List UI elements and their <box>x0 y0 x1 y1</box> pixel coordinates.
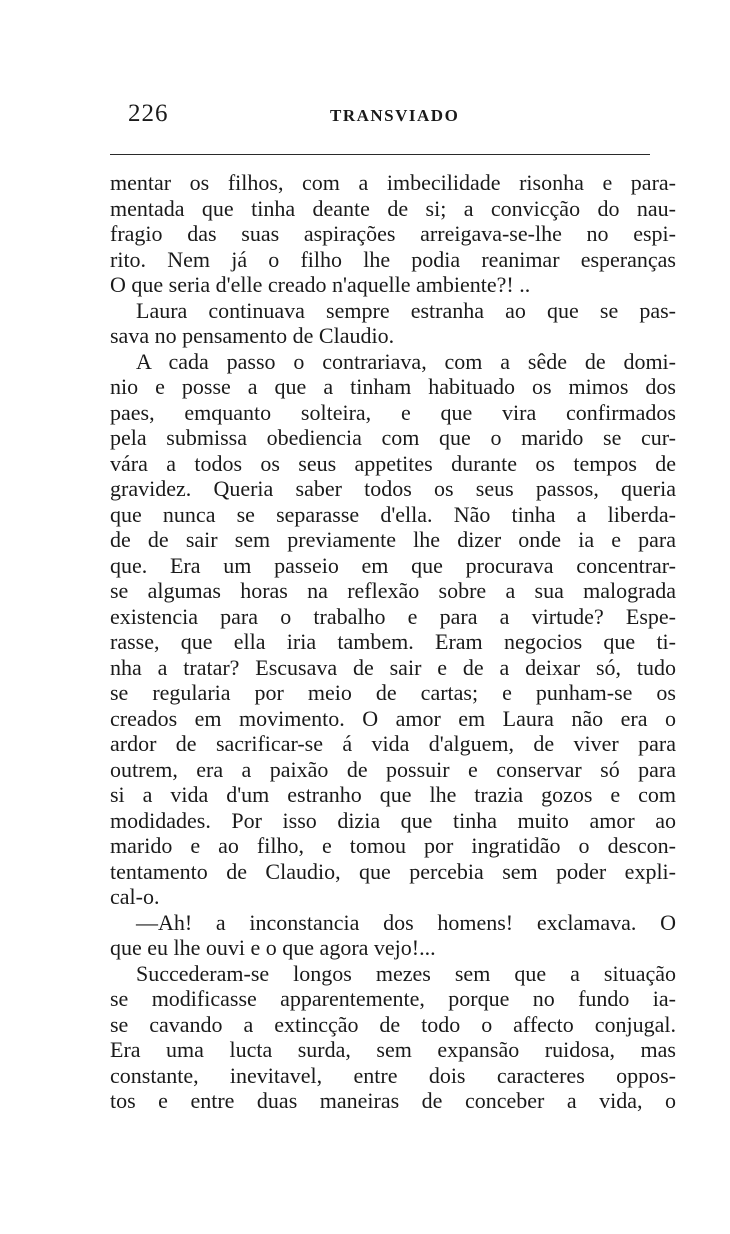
text-line: cal-o. <box>110 884 160 909</box>
text-line: A cada passo o contrariava, com a sêde de domi- <box>136 348 676 374</box>
body-text <box>110 170 676 1114</box>
text-line: Succederam-se longos mezes sem que a situação <box>136 960 676 986</box>
text-line: creados em movimento. O amor em Laura não era o <box>110 705 676 731</box>
text-line: que. Era um passeio em que procurava concentrar- <box>110 552 676 578</box>
text-line: rito. Nem já o filho lhe podia reanimar esperanças <box>110 246 676 272</box>
text-line: modidades. Por isso dizia que tinha muito amor ao <box>110 807 676 833</box>
text-line: si a vida d'um estranho que lhe trazia gozos e com <box>110 782 676 807</box>
text-line: outrem, era a paixão de possuir e conservar só para <box>110 756 676 782</box>
text-line: marido e ao filho, e tomou por ingratidão o descon- <box>110 833 676 858</box>
text-line: constante, inevitavel, entre dois caracteres oppos- <box>110 1062 676 1088</box>
text-line: gravidez. Queria saber todos os seus passos, queria <box>110 476 676 501</box>
text-line: —Ah! a inconstancia dos homens! exclamava. O <box>136 909 676 935</box>
text-line: se algumas horas na reflexão sobre a sua malograda <box>110 578 676 603</box>
text-line: nio e posse a que a tinham habituado os mimos dos <box>110 374 676 399</box>
text-line: vára a todos os seus appetites durante os tempos de <box>110 450 676 476</box>
header-rule <box>110 154 650 155</box>
text-line: sava no pensamento de Claudio. <box>110 323 395 348</box>
text-line: pela submissa obediencia com que o marido se cur- <box>110 425 676 450</box>
text-line: Era uma lucta surda, sem expansão ruidosa, mas <box>110 1037 676 1062</box>
text-line: que eu lhe ouvi e o que agora vejo!... <box>110 935 436 960</box>
running-head <box>128 100 628 130</box>
text-line: se cavando a extincção de todo o affecto conjugal. <box>110 1011 676 1037</box>
page-number: 226 <box>128 100 169 127</box>
text-line: tentamento de Claudio, que percebia sem poder expli- <box>110 858 676 884</box>
text-line: existencia para o trabalho e para a virtude? Espe- <box>110 603 676 629</box>
text-line: paes, emquanto solteira, e que vira confirmados <box>110 399 676 425</box>
text-line: se regularia por meio de cartas; e punham-se os <box>110 680 676 705</box>
text-line: O que seria d'elle creado n'aquelle ambiente?! .. <box>110 272 531 297</box>
text-line: mentada que tinha deante de si; a convicção do nau- <box>110 195 676 221</box>
text-line: nha a tratar? Escusava de sair e de a deixar só, tudo <box>110 654 676 680</box>
text-line: rasse, que ella iria tambem. Eram negocios que ti- <box>110 629 676 654</box>
text-line: fragio das suas aspirações arreigava-se-lhe no espi- <box>110 221 676 246</box>
text-line: de de sair sem previamente lhe dizer onde ia e para <box>110 527 676 552</box>
text-line: mentar os filhos, com a imbecilidade risonha e para- <box>110 170 676 195</box>
running-title: TRANSVIADO <box>330 106 460 125</box>
text-line: Laura continuava sempre estranha ao que se pas- <box>136 297 676 323</box>
text-line: ardor de sacrificar-se á vida d'alguem, de viver para <box>110 731 676 756</box>
text-line: que nunca se separasse d'ella. Não tinha a liberda- <box>110 501 676 527</box>
text-line: se modificasse apparentemente, porque no fundo ia- <box>110 986 676 1011</box>
text-line: tos e entre duas maneiras de conceber a vida, o <box>110 1088 676 1113</box>
